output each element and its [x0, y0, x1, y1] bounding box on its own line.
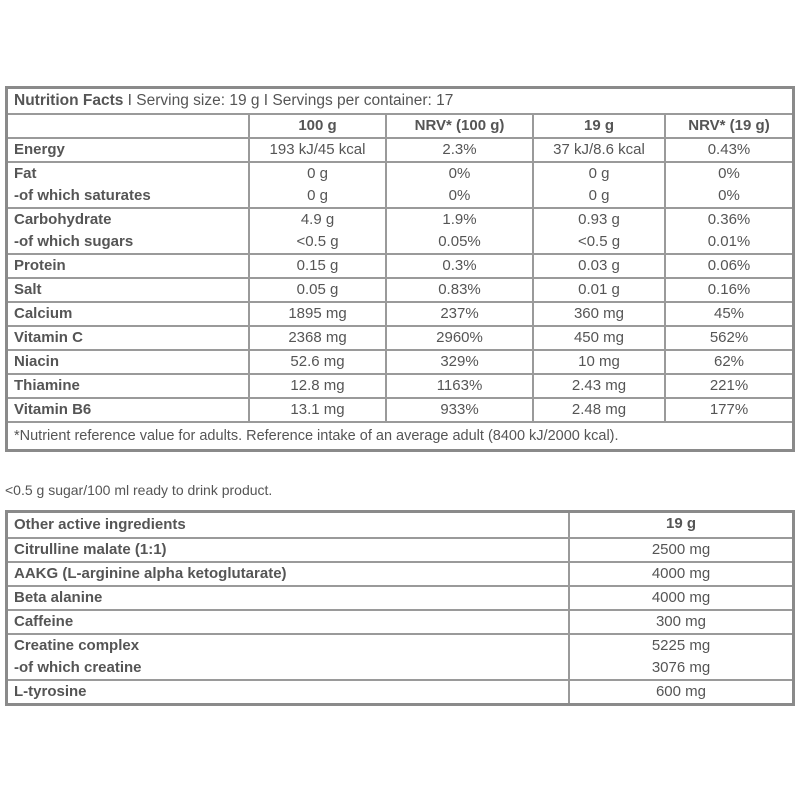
table-row	[7, 231, 794, 254]
value-cell: 0%	[386, 185, 533, 208]
header-cell: Other active ingredients	[7, 512, 570, 539]
value-cell: 1895 mg	[249, 302, 386, 326]
value-cell: 0.01%	[665, 231, 794, 254]
table-row	[7, 562, 794, 586]
active-ingredients-table	[5, 510, 795, 706]
row-label: Niacin	[7, 350, 250, 374]
value-cell: 2.43 mg	[533, 374, 665, 398]
table-title	[7, 88, 794, 115]
value-cell: 0.05%	[386, 231, 533, 254]
table-row	[7, 634, 794, 657]
table-row	[7, 350, 794, 374]
ingredient-amount: 4000 mg	[569, 562, 794, 586]
value-cell: 13.1 mg	[249, 398, 386, 422]
table-row	[7, 208, 794, 231]
value-cell: 45%	[665, 302, 794, 326]
value-cell: 360 mg	[533, 302, 665, 326]
value-cell: <0.5 g	[533, 231, 665, 254]
value-cell: 0.83%	[386, 278, 533, 302]
table-row	[7, 138, 794, 162]
table-row	[7, 278, 794, 302]
table-row	[7, 538, 794, 562]
value-cell: 193 kJ/45 kcal	[249, 138, 386, 162]
header-cell: 19 g	[569, 512, 794, 539]
value-cell: 450 mg	[533, 326, 665, 350]
ingredient-name: Citrulline malate (1:1)	[7, 538, 570, 562]
header-cell: 100 g	[249, 114, 386, 138]
table-row	[7, 610, 794, 634]
ingredient-amount: 4000 mg	[569, 586, 794, 610]
value-cell: 0%	[386, 162, 533, 185]
table-row	[7, 398, 794, 422]
table-row	[7, 657, 794, 680]
table-row	[7, 326, 794, 350]
row-label: Carbohydrate	[7, 208, 250, 231]
table-row	[7, 680, 794, 705]
value-cell: 0.01 g	[533, 278, 665, 302]
value-cell: 2.48 mg	[533, 398, 665, 422]
value-cell: 0.43%	[665, 138, 794, 162]
value-cell: 0.15 g	[249, 254, 386, 278]
nutrition-facts-table	[5, 86, 795, 452]
value-cell: 933%	[386, 398, 533, 422]
value-cell: 0.36%	[665, 208, 794, 231]
table-row	[7, 302, 794, 326]
value-cell: 0 g	[249, 185, 386, 208]
ingredient-name: AAKG (L-arginine alpha ketoglutarate)	[7, 562, 570, 586]
value-cell: 2960%	[386, 326, 533, 350]
header-cell: NRV* (100 g)	[386, 114, 533, 138]
value-cell: 0.3%	[386, 254, 533, 278]
value-cell: 52.6 mg	[249, 350, 386, 374]
value-cell: 0.06%	[665, 254, 794, 278]
table-row	[7, 254, 794, 278]
value-cell: 37 kJ/8.6 kcal	[533, 138, 665, 162]
header-row	[7, 114, 794, 138]
value-cell: 0%	[665, 162, 794, 185]
header-row	[7, 512, 794, 539]
ingredient-amount: 3076 mg	[569, 657, 794, 680]
title-rest: I Serving size: 19 g I Servings per container: 17	[123, 92, 454, 109]
row-label: Thiamine	[7, 374, 250, 398]
ingredient-name: L-tyrosine	[7, 680, 570, 705]
footnote: *Nutrient reference value for adults. Reference intake of an average adult (8400 kJ/2000 kcal).	[7, 422, 794, 451]
ingredient-amount: 600 mg	[569, 680, 794, 705]
value-cell: 0.03 g	[533, 254, 665, 278]
sugar-note: <0.5 g sugar/100 ml ready to drink product.	[5, 482, 273, 498]
value-cell: 329%	[386, 350, 533, 374]
ingredient-amount: 2500 mg	[569, 538, 794, 562]
row-label: Protein	[7, 254, 250, 278]
ingredient-amount: 5225 mg	[569, 634, 794, 657]
value-cell: 177%	[665, 398, 794, 422]
header-cell: 19 g	[533, 114, 665, 138]
value-cell: 237%	[386, 302, 533, 326]
ingredient-name: Creatine complex	[7, 634, 570, 657]
table-row	[7, 185, 794, 208]
value-cell: 0%	[665, 185, 794, 208]
value-cell: 0.05 g	[249, 278, 386, 302]
value-cell: 221%	[665, 374, 794, 398]
table-row	[7, 162, 794, 185]
value-cell: 1163%	[386, 374, 533, 398]
value-cell: 562%	[665, 326, 794, 350]
value-cell: 62%	[665, 350, 794, 374]
row-label: Calcium	[7, 302, 250, 326]
table-row	[7, 374, 794, 398]
row-label: Energy	[7, 138, 250, 162]
row-label: Vitamin B6	[7, 398, 250, 422]
value-cell: <0.5 g	[249, 231, 386, 254]
value-cell: 0 g	[533, 162, 665, 185]
row-label: -of which sugars	[7, 231, 250, 254]
value-cell: 0 g	[249, 162, 386, 185]
ingredient-amount: 300 mg	[569, 610, 794, 634]
table-row	[7, 586, 794, 610]
value-cell: 10 mg	[533, 350, 665, 374]
row-label: Fat	[7, 162, 250, 185]
row-label: Vitamin C	[7, 326, 250, 350]
value-cell: 0.16%	[665, 278, 794, 302]
ingredient-name: Beta alanine	[7, 586, 570, 610]
title-bold: Nutrition Facts	[14, 92, 124, 109]
header-cell: NRV* (19 g)	[665, 114, 794, 138]
row-label: -of which saturates	[7, 185, 250, 208]
value-cell: 4.9 g	[249, 208, 386, 231]
value-cell: 0.93 g	[533, 208, 665, 231]
value-cell: 12.8 mg	[249, 374, 386, 398]
ingredient-name: -of which creatine	[7, 657, 570, 680]
header-cell	[7, 114, 250, 138]
row-label: Salt	[7, 278, 250, 302]
value-cell: 2368 mg	[249, 326, 386, 350]
ingredient-name: Caffeine	[7, 610, 570, 634]
value-cell: 1.9%	[386, 208, 533, 231]
value-cell: 0 g	[533, 185, 665, 208]
value-cell: 2.3%	[386, 138, 533, 162]
